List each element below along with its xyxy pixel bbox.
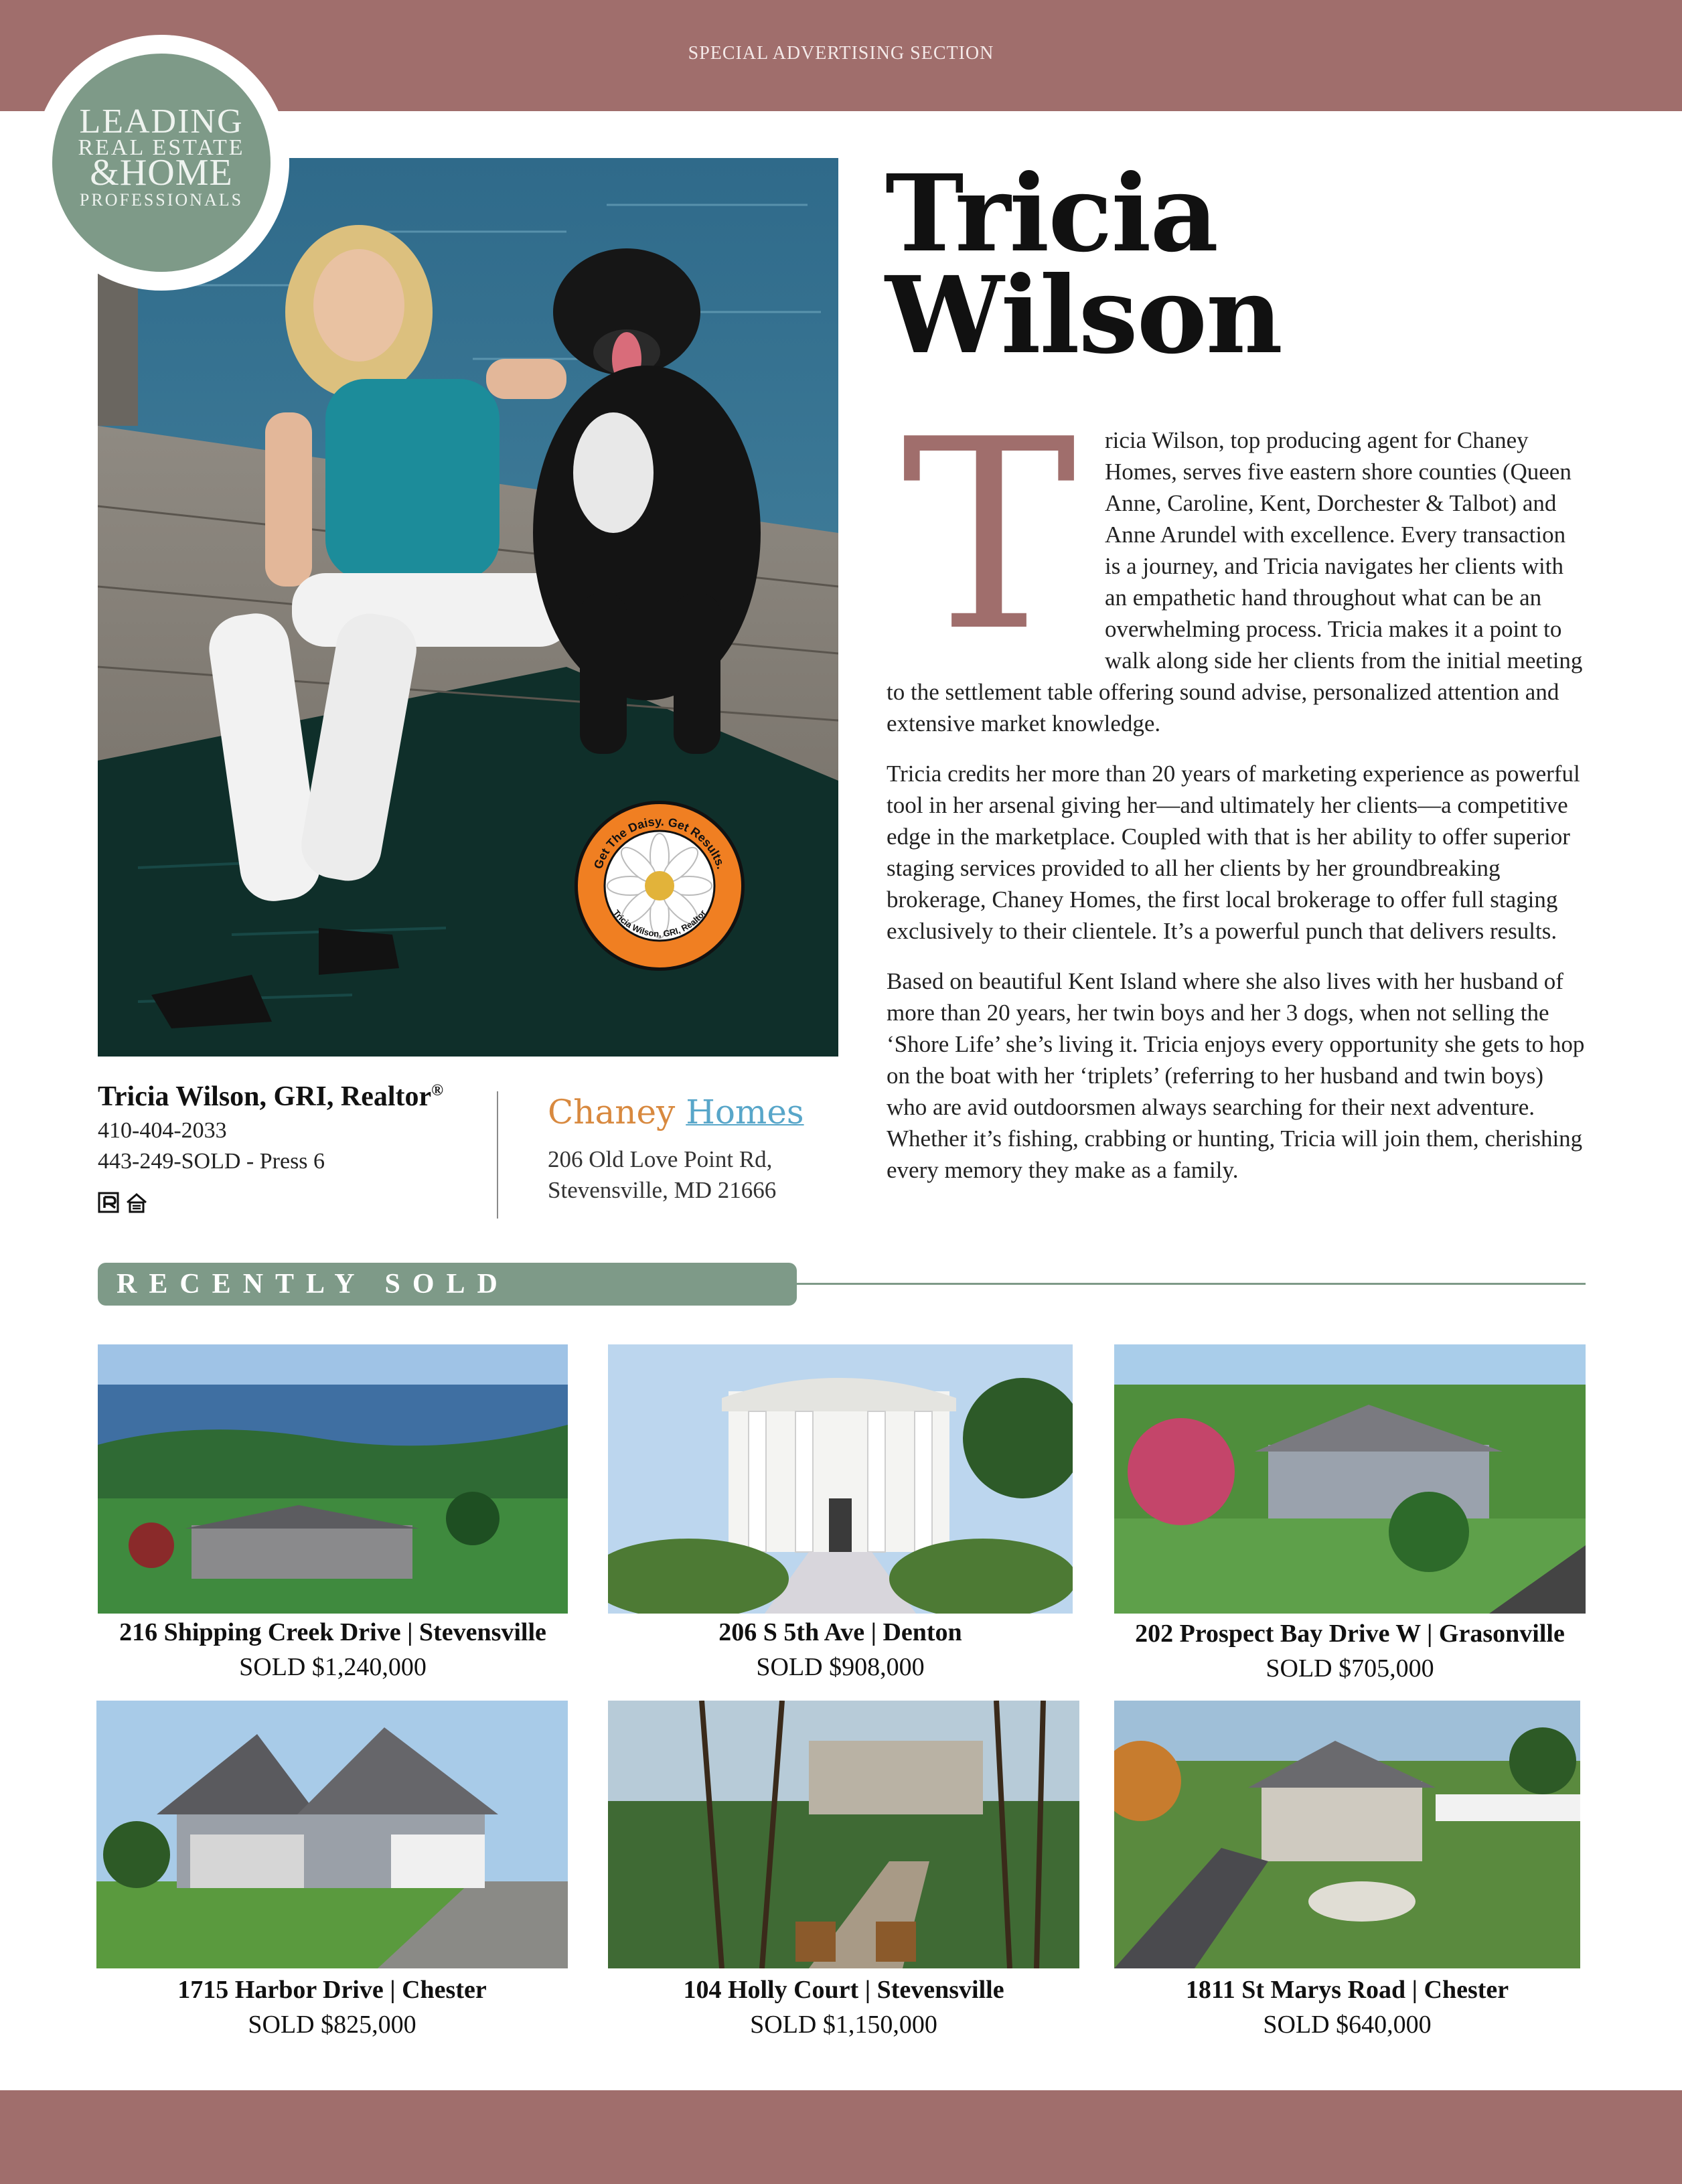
section-title: RECENTLY SOLD PROPERTIES: [98, 1263, 797, 1306]
property-sold-4: SOLD $825,000: [248, 2011, 416, 2039]
brand-homes: Homes: [686, 1093, 804, 1132]
daisy-top-text: Get The Daisy. Get Results.: [591, 814, 729, 871]
property-sold-2: SOLD $908,000: [756, 1653, 925, 1681]
property-sold-3: SOLD $705,000: [1266, 1654, 1434, 1683]
agent-first-name: Tricia: [885, 152, 1217, 276]
bio-paragraph-1: [887, 384, 1587, 739]
property-photo-1: [98, 1344, 568, 1614]
chaney-homes-logo: [548, 1093, 804, 1132]
drop-cap: T: [901, 384, 1077, 689]
contact-phone-2[interactable]: 443-249-SOLD - Press 6: [98, 1149, 325, 1174]
agent-last-name: Wilson: [885, 254, 1282, 378]
property-address-5: 104 Holly Court | Stevensville: [683, 1976, 1004, 2004]
bio-paragraph-2: Tricia credits her more than 20 years of marketing experience as powerful tool in her arsenal giving her—and ultimately her clients—a competitive edge in the marketplace. Coupled with that is her ability to offer superior staging services provided to all her clients by her groundbreaking brokerage, Chaney Homes, the first local brokerage to offer full staging exclusively to their clientele. It’s a powerful punch that delivers results.: [887, 761, 1580, 944]
bio-paragraph-1-text: ricia Wilson, top producing agent for Chaney Homes, serves five eastern shore counties (Queen Anne, Caroline, Kent, Dorchester & Talbot) and Anne Arundel with excellence. Every transaction is a journey, and Tricia navigates her clients with an empathetic hand throughout what can be an overwhelming process. Tricia makes it a point to walk along side her clients from the initial meeting to the settlement table offering sound advise, personalized attention and extensive market knowledge.: [887, 427, 1583, 736]
brand-chaney: Chaney: [548, 1093, 676, 1132]
section-rule: [797, 1283, 1586, 1285]
daisy-badge: [575, 801, 745, 971]
property-sold-1: SOLD $1,240,000: [239, 1653, 427, 1681]
property-sold-5: SOLD $1,150,000: [750, 2011, 937, 2039]
brokerage-address-line-1: 206 Old Love Point Rd,: [548, 1146, 773, 1172]
header-label: SPECIAL ADVERTISING SECTION: [688, 43, 994, 64]
property-photo-5: [608, 1701, 1079, 1968]
agent-name-title: [885, 152, 1622, 378]
agent-bio: [887, 384, 1587, 1204]
bio-paragraph-3: Based on beautiful Kent Island where she also lives with her husband of more than 20 years, her twin boys and her 3 dogs, when not selling the ‘Shore Life’ she’s living it. Tricia enjoys every opportunity she gets to hop on the boat with her ‘triplets’ (referring to her husband and twin boys) who are avid outdoorsmen always searching for their next adventure. Whether it’s fishing, crabbing or hunting, Tricia will join them, cherishing every memory they make as a family.: [887, 968, 1585, 1183]
property-photo-3: [1114, 1344, 1586, 1614]
registered-mark: ®: [431, 1082, 444, 1099]
realtor-r-icon: [99, 1193, 118, 1212]
contact-phone-1[interactable]: 410-404-2033: [98, 1118, 227, 1143]
property-address-2: 206 S 5th Ave | Denton: [718, 1618, 962, 1646]
contact-icons: [98, 1189, 165, 1216]
property-photo-4: [96, 1701, 568, 1968]
property-photo-6: [1114, 1701, 1580, 1968]
daisy-bottom-text: Tricia Wilson, GRI, Realtor: [611, 907, 708, 939]
property-photo-2: [608, 1344, 1073, 1614]
badge-line-home: &HOME: [90, 152, 233, 193]
contact-name: Tricia Wilson, GRI, Realtor®: [98, 1081, 444, 1112]
property-address-3: 202 Prospect Bay Drive W | Grasonville: [1135, 1620, 1565, 1648]
badge-line-professionals: PROFESSIONALS: [79, 190, 244, 210]
property-sold-6: SOLD $640,000: [1263, 2011, 1432, 2039]
footer-band: [0, 2090, 1682, 2184]
contact-divider: [497, 1091, 498, 1219]
badge-line-leading: LEADING: [79, 102, 244, 141]
leading-professionals-badge: [52, 54, 271, 272]
property-address-6: 1811 St Marys Road | Chester: [1185, 1976, 1509, 2004]
hero-photo: [98, 158, 838, 1057]
brokerage-address-line-2: Stevensville, MD 21666: [548, 1177, 777, 1203]
property-address-1: 216 Shipping Creek Drive | Stevensville: [119, 1618, 546, 1646]
badge-line-real-estate: REAL ESTATE: [78, 135, 245, 160]
property-address-4: 1715 Harbor Drive | Chester: [177, 1976, 487, 2004]
equal-housing-icon: [127, 1194, 146, 1212]
